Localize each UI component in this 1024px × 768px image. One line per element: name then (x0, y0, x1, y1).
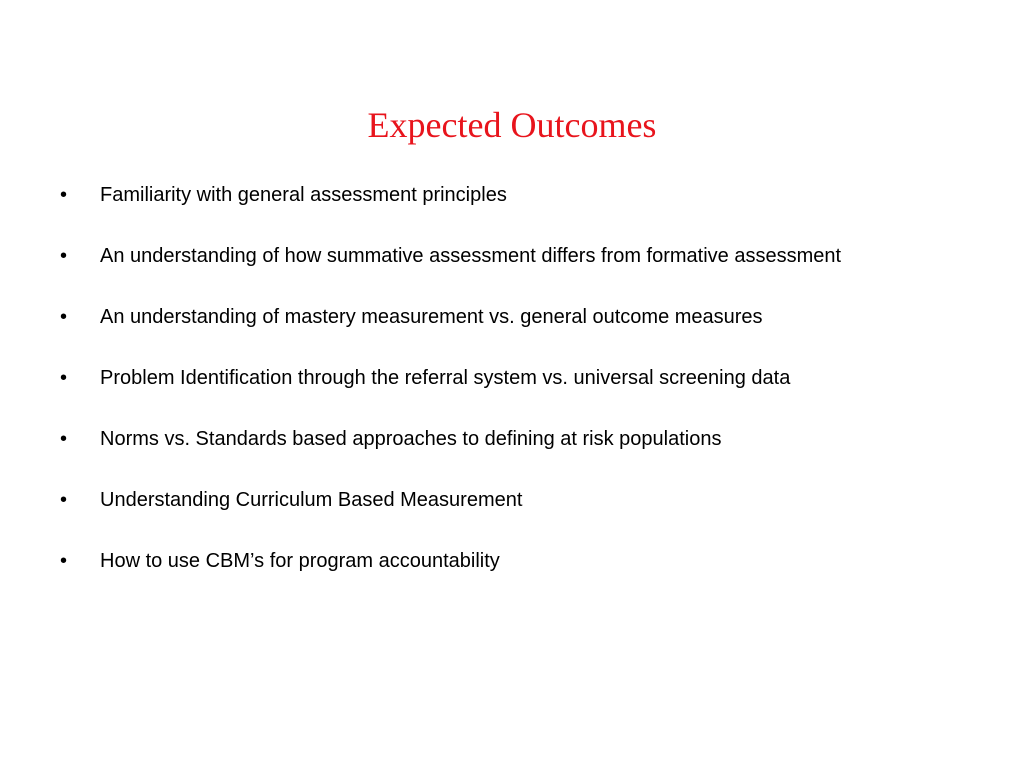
slide-title: Expected Outcomes (367, 105, 657, 145)
list-item (60, 244, 940, 268)
list-item-text: Norms vs. Standards based approaches to defining at risk populations (100, 428, 722, 450)
list-item (60, 427, 940, 451)
list-item (60, 488, 940, 512)
bullet-icon: • (60, 367, 68, 389)
list-item-text: Familiarity with general assessment principles (100, 184, 507, 206)
bullet-list (60, 183, 940, 610)
list-item-text: An understanding of mastery measurement vs. general outcome measures (100, 306, 763, 328)
bullet-icon: • (60, 489, 68, 511)
list-item (60, 549, 940, 573)
bullet-icon: • (60, 428, 68, 450)
list-item-text: Problem Identification through the referral system vs. universal screening data (100, 367, 791, 389)
bullet-icon: • (60, 184, 68, 206)
bullet-icon: • (60, 306, 68, 328)
list-item-text: Understanding Curriculum Based Measurement (100, 489, 523, 511)
list-item (60, 366, 940, 390)
bullet-icon: • (60, 550, 68, 572)
list-item-text: An understanding of how summative assessment differs from formative assessment (100, 245, 842, 267)
list-item-text: How to use CBM’s for program accountability (100, 550, 500, 572)
bullet-icon: • (60, 245, 68, 267)
list-item (60, 183, 940, 207)
list-item (60, 305, 940, 329)
